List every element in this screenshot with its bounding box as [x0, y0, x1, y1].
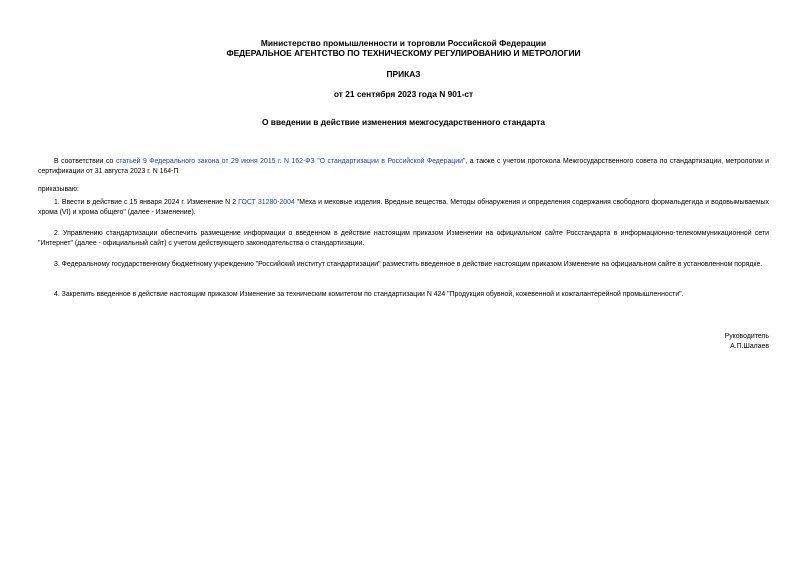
order-item-1 [38, 198, 769, 218]
item1-text-before: 1. Ввести в действие с 15 января 2024 г. Изменение N 2 [54, 199, 239, 206]
signatory-position: Руководитель [724, 333, 769, 340]
preamble-paragraph [38, 157, 769, 177]
preamble-intro: В соответствии со [54, 158, 116, 165]
order-item-3: 3. Федеральному государственному бюджетному учреждению "Российский институт стандартизации" разместить введенное в действие настоящим приказом Изменение на официальном сайте в установленном порядке. [54, 261, 763, 268]
item1-text-after: "Меха и меховые изделия. Вредные вещества. Методы обнаружения и определения содержания свободного формальдегида и водовымываемых хрома (VI) и хрома общего" (далее - Изменение). [38, 199, 769, 216]
document-date-number: от 21 сентября 2023 года N 901-ст [333, 89, 474, 99]
document-type: ПРИКАЗ [386, 69, 421, 79]
orders-label: приказываю: [38, 186, 79, 193]
federal-law-link[interactable]: статьей 9 Федерального закона от 29 июня 2015 г. N 162-ФЗ "О стандартизации в Российской Федерации" [115, 158, 466, 165]
signatory-name: А.П.Шалаев [730, 343, 769, 350]
order-item-4: 4. Закрепить введенное в действие настоящим приказом Изменение за техническим комитетом по стандартизации N 424 "Продукция обувной, кожевенной и кожгалантерейной промышленности". [54, 291, 684, 298]
document-subject: О введении в действие изменения межгосударственного стандарта [261, 117, 546, 127]
ministry-name: Министерство промышленности и торговли Российской Федерации [260, 38, 547, 48]
agency-name: ФЕДЕРАЛЬНОЕ АГЕНТСТВО ПО ТЕХНИЧЕСКОМУ РЕГУЛИРОВАНИЮ И МЕТРОЛОГИИ [226, 48, 581, 58]
gost-link[interactable]: ГОСТ 31280-2004 [238, 199, 295, 206]
preamble-rest: , а также с учетом протокола Межгосударственного совета по стандартизации, метрологии и сертификации от 31 августа 2023 г. N 164-П [38, 158, 770, 175]
order-item-2: 2. Управлению стандартизации обеспечить размещение информации о введенном в действие настоящим приказом Изменении на официальном сайте Росстандарта в информационно-телекоммуникационной сети "Интернет" (далее - официальный сайт) с учетом действующего законодательства о стандартизации. [38, 230, 769, 247]
